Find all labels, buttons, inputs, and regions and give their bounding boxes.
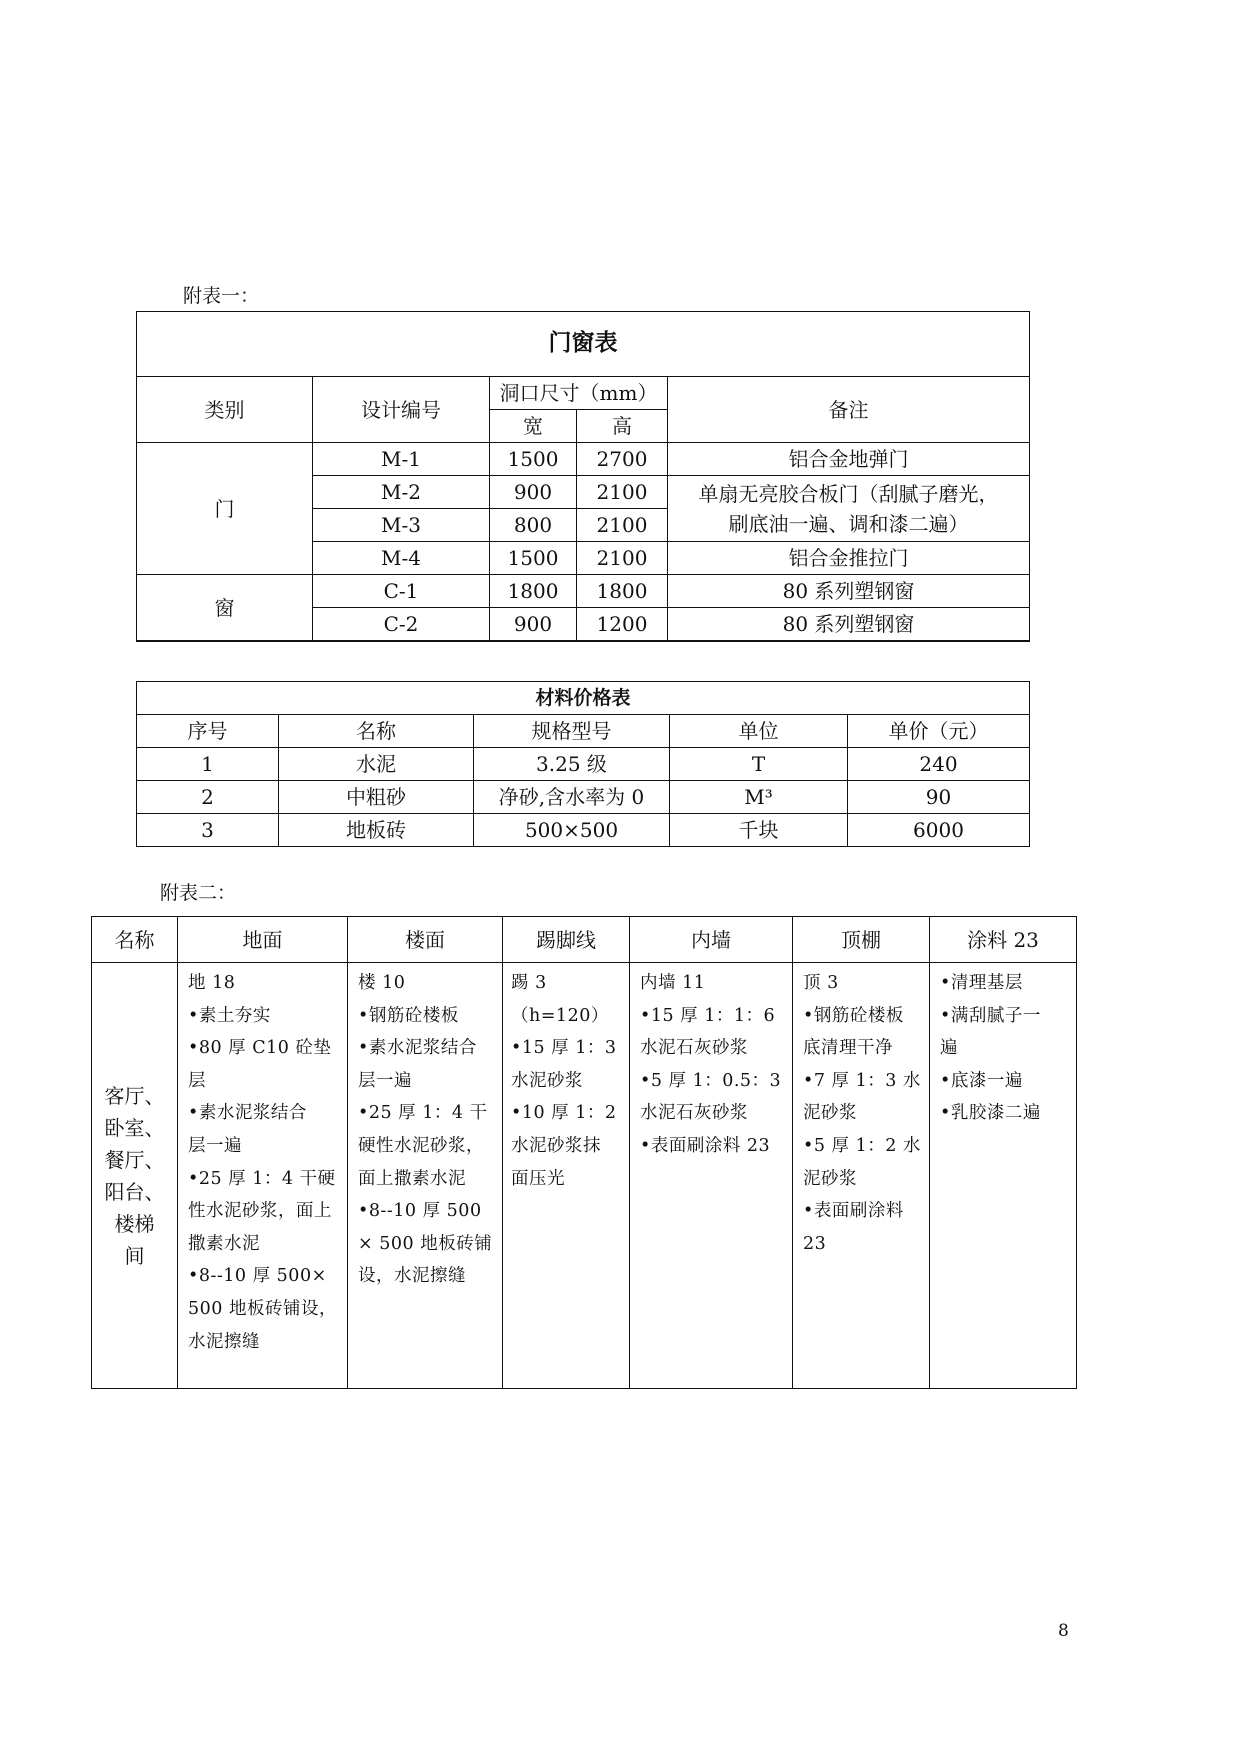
spec-line: 地 18 <box>188 973 236 993</box>
header-spec: 规格型号 <box>474 715 670 748</box>
spec-line: •80 厚 C10 砼垫 <box>188 1038 332 1059</box>
header-height: 高 <box>577 410 668 443</box>
spec-line: •8--10 厚 500 <box>358 1201 482 1222</box>
spec-line: 楼 10 <box>358 973 406 993</box>
spec-line: •素水泥浆结合 <box>358 1038 477 1059</box>
door-height: 2100 <box>577 476 668 509</box>
spec-line: 踢 3（h=120） <box>511 973 609 1026</box>
spec-line: 层 <box>188 1070 206 1091</box>
category-door: 门 <box>137 443 313 575</box>
spec-line: 层一遍 <box>358 1070 412 1091</box>
floor-spec <box>178 963 348 1389</box>
door-width: 900 <box>490 476 577 509</box>
window-height: 1200 <box>577 608 668 642</box>
door-height: 2100 <box>577 542 668 575</box>
appendix-1-caption: 附表一： <box>183 285 260 307</box>
spec-line: 面上撒素水泥 <box>358 1168 466 1189</box>
header-upper-floor: 楼面 <box>348 917 503 963</box>
table-row <box>137 814 1030 847</box>
cell-price: 240 <box>848 748 1030 781</box>
page-number: 8 <box>1058 1621 1069 1641</box>
header-width: 宽 <box>490 410 577 443</box>
window-width: 900 <box>490 608 577 642</box>
window-remark: 80 系列塑钢窗 <box>668 608 1030 642</box>
door-remark: 铝合金推拉门 <box>668 542 1030 575</box>
door-width: 1500 <box>490 542 577 575</box>
spec-line: 顶 3 <box>803 973 839 993</box>
spec-line: •5 厚 1：0.5：3 <box>640 1070 782 1091</box>
room-line: 卧室、 <box>104 1115 165 1140</box>
spec-line: 泥砂浆 <box>803 1168 857 1189</box>
header-remark: 备注 <box>668 377 1030 443</box>
spec-line: •表面刷涂料 <box>803 1201 904 1222</box>
finishes-table <box>91 916 1077 1389</box>
room-line: 楼梯 <box>114 1211 155 1236</box>
spec-line: 遍 <box>940 1038 958 1059</box>
header-inner-wall: 内墙 <box>630 917 793 963</box>
spec-line: × 500 地板砖铺 <box>358 1233 493 1254</box>
window-remark: 80 系列塑钢窗 <box>668 575 1030 608</box>
header-skirting: 踢脚线 <box>503 917 630 963</box>
spec-line: 底清理干净 <box>803 1038 893 1059</box>
spec-line: 500 地板砖铺设， <box>188 1298 337 1319</box>
door-code: M-3 <box>313 509 490 542</box>
spec-line: •素水泥浆结合 <box>188 1103 307 1124</box>
spec-line: 撒素水泥 <box>188 1233 260 1254</box>
door-remark: 铝合金地弹门 <box>668 443 1030 476</box>
header-opening-size: 洞口尺寸（mm） <box>490 377 668 410</box>
door-window-title: 门窗表 <box>137 312 1030 377</box>
remark-line: 刷底油一遍、调和漆二遍） <box>728 511 969 536</box>
room-line: 餐厅、 <box>104 1147 165 1172</box>
window-code: C-2 <box>313 608 490 642</box>
spec-line: 设，水泥擦缝 <box>358 1266 466 1287</box>
spec-line: 水泥擦缝 <box>188 1331 260 1352</box>
spec-line: •表面刷涂料 23 <box>640 1135 771 1156</box>
spec-line: 内墙 11 <box>640 973 706 993</box>
material-price-title: 材料价格表 <box>137 682 1030 715</box>
spec-line: •钢筋砼楼板 <box>358 1005 459 1026</box>
material-price-table <box>136 681 1030 847</box>
inner-wall-spec <box>630 963 793 1389</box>
window-width: 1800 <box>490 575 577 608</box>
spec-line: 水泥砂浆 <box>511 1070 583 1091</box>
cell-serial: 3 <box>137 814 279 847</box>
spec-line: •清理基层 <box>940 973 1023 993</box>
header-paint: 涂料 23 <box>930 917 1077 963</box>
header-unit: 单位 <box>670 715 848 748</box>
spec-line: 层一遍 <box>188 1135 242 1156</box>
ceiling-spec <box>793 963 930 1389</box>
spec-line: 水泥石灰砂浆 <box>640 1038 748 1059</box>
room-line: 间 <box>124 1243 145 1268</box>
door-height: 2700 <box>577 443 668 476</box>
table-row <box>137 781 1030 814</box>
cell-unit: T <box>670 748 848 781</box>
cell-price: 6000 <box>848 814 1030 847</box>
cell-unit: 千块 <box>670 814 848 847</box>
header-code: 设计编号 <box>313 377 490 443</box>
cell-price: 90 <box>848 781 1030 814</box>
skirting-spec <box>503 963 630 1389</box>
spec-line: •乳胶漆二遍 <box>940 1103 1041 1124</box>
door-code: M-4 <box>313 542 490 575</box>
header-serial: 序号 <box>137 715 279 748</box>
header-name: 名称 <box>279 715 474 748</box>
spec-line: 23 <box>803 1233 827 1254</box>
door-code: M-1 <box>313 443 490 476</box>
category-window: 窗 <box>137 575 313 642</box>
header-category: 类别 <box>137 377 313 443</box>
spec-line: 泥砂浆 <box>803 1103 857 1124</box>
header-name: 名称 <box>92 917 178 963</box>
cell-name: 地板砖 <box>279 814 474 847</box>
cell-name: 水泥 <box>279 748 474 781</box>
door-window-table <box>136 311 1030 642</box>
cell-spec: 净砂,含水率为 0 <box>474 781 670 814</box>
spec-line: •10 厚 1：2 <box>511 1103 617 1124</box>
spec-line: •满刮腻子一 <box>940 1005 1041 1026</box>
door-code: M-2 <box>313 476 490 509</box>
spec-line: •5 厚 1：2 水 <box>803 1135 921 1156</box>
room-line: 阳台、 <box>104 1179 165 1204</box>
spec-line: •8--10 厚 500× <box>188 1266 327 1287</box>
header-ceiling: 顶棚 <box>793 917 930 963</box>
table-row <box>137 748 1030 781</box>
remark-line: 单扇无亮胶合板门（刮腻子磨光， <box>698 481 999 506</box>
spec-line: •15 厚 1：1：6 <box>640 1005 776 1026</box>
spec-line: •素土夯实 <box>188 1005 271 1026</box>
spec-line: •25 厚 1：4 干 <box>358 1103 488 1124</box>
cell-spec: 500×500 <box>474 814 670 847</box>
paint-spec <box>930 963 1077 1389</box>
cell-name: 中粗砂 <box>279 781 474 814</box>
door-width: 800 <box>490 509 577 542</box>
spec-line: 硬性水泥砂浆， <box>358 1135 484 1156</box>
spec-line: •7 厚 1：3 水 <box>803 1070 921 1091</box>
header-unit-price: 单价（元） <box>848 715 1030 748</box>
spec-line: •底漆一遍 <box>940 1070 1023 1091</box>
spec-line: •15 厚 1：3 <box>511 1038 617 1059</box>
door-width: 1500 <box>490 443 577 476</box>
spec-line: •钢筋砼楼板 <box>803 1005 904 1026</box>
door-height: 2100 <box>577 509 668 542</box>
cell-spec: 3.25 级 <box>474 748 670 781</box>
spec-line: 面压光 <box>511 1168 565 1189</box>
spec-line: 性水泥砂浆，面上 <box>188 1201 332 1222</box>
cell-serial: 2 <box>137 781 279 814</box>
appendix-2-caption: 附表二： <box>160 882 237 904</box>
room-line: 客厅、 <box>104 1083 165 1108</box>
spec-line: 水泥石灰砂浆 <box>640 1103 748 1124</box>
cell-serial: 1 <box>137 748 279 781</box>
spec-line: 水泥砂浆抹 <box>511 1135 601 1156</box>
door-remark-merged <box>668 476 1030 542</box>
cell-unit: M³ <box>670 781 848 814</box>
spec-line: •25 厚 1：4 干硬 <box>188 1168 336 1189</box>
window-height: 1800 <box>577 575 668 608</box>
room-names <box>92 963 178 1389</box>
header-floor: 地面 <box>178 917 348 963</box>
window-code: C-1 <box>313 575 490 608</box>
upper-floor-spec <box>348 963 503 1389</box>
